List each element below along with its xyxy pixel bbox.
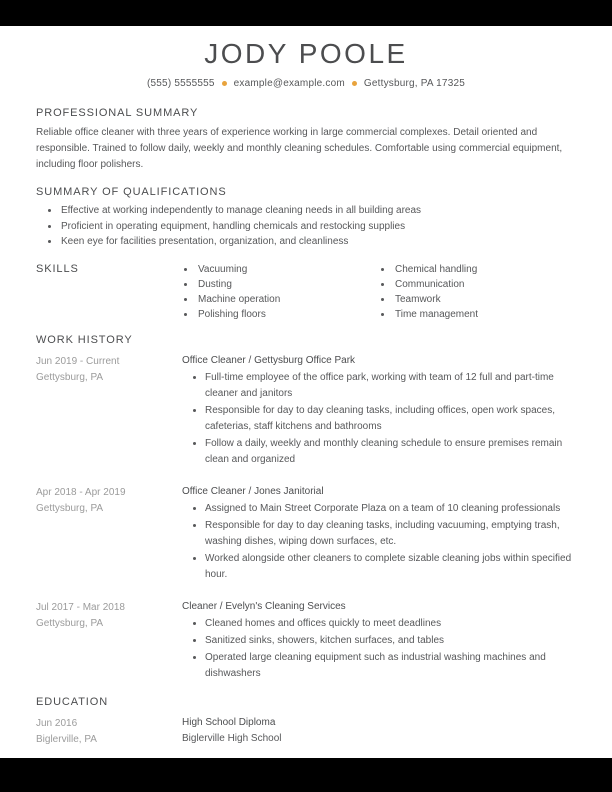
job-bullet: • Cleaned homes and offices quickly to meet deadlines — [205, 615, 576, 632]
section-qualifications — [36, 186, 576, 250]
job-location: Gettysburg, PA — [36, 371, 104, 383]
job-title: Cleaner / Evelyn's Cleaning Services — [182, 600, 346, 612]
section-heading: EDUCATION — [36, 695, 109, 708]
section-heading: PROFESSIONAL SUMMARY — [36, 107, 199, 119]
contact-location: Gettysburg, PA 17325 — [363, 78, 465, 89]
job-dates: Jun 2019 - Current — [36, 355, 120, 367]
skills-column-1 — [182, 262, 379, 322]
skill-item: • Chemical handling — [393, 262, 576, 277]
edu-location: Biglerville, PA — [36, 733, 97, 745]
job-details — [182, 484, 576, 583]
section-work-history — [36, 334, 576, 682]
job-location: Gettysburg, PA — [36, 617, 104, 629]
job-details — [182, 353, 576, 468]
job-bullet: • Sanitized sinks, showers, kitchen surfaces, and tables — [205, 632, 576, 649]
job-dates-location — [36, 599, 182, 682]
job-bullet-list — [182, 615, 576, 682]
contact-phone: (555) 5555555 — [147, 78, 215, 89]
job-entry — [36, 353, 576, 468]
separator-dot-icon — [352, 81, 357, 86]
qualification-item: • Keen eye for facilities presentation, organization, and cleanliness — [60, 234, 576, 250]
job-dates-location — [36, 484, 182, 583]
job-bullet: • Responsible for day to day cleaning tasks, including offices, open work spaces, cafeterias, staff kitchens and bathrooms — [205, 402, 576, 435]
qualification-item: • Proficient in operating equipment, handling chemicals and restocking supplies — [60, 219, 576, 235]
edu-dates-location — [36, 715, 182, 748]
edu-dates: Jun 2016 — [36, 717, 78, 729]
skill-item: • Time management — [393, 307, 576, 322]
top-black-bar — [0, 0, 612, 26]
skill-item: • Polishing floors — [196, 307, 379, 322]
qualification-item: • Effective at working independently to manage cleaning needs in all building areas — [60, 203, 576, 219]
job-entry — [36, 484, 576, 583]
bottom-black-bar — [0, 758, 612, 792]
edu-details — [182, 715, 576, 748]
job-dates: Apr 2018 - Apr 2019 — [36, 486, 126, 498]
contact-email: example@example.com — [233, 78, 345, 89]
separator-dot-icon — [222, 81, 227, 86]
job-bullet: • Operated large cleaning equipment such as industrial washing machines and dishwashers — [205, 649, 576, 682]
job-entry — [36, 599, 576, 682]
skill-item: • Dusting — [196, 277, 379, 292]
job-bullet-list — [182, 369, 576, 468]
job-bullet: • Responsible for day to day cleaning tasks, including vacuuming, emptying trash, washing dishes, wiping down surfaces, etc. — [205, 517, 576, 550]
education-entry — [36, 715, 576, 748]
job-details — [182, 599, 576, 682]
qualifications-list — [36, 203, 576, 250]
section-heading: SKILLS — [36, 262, 79, 275]
edu-school: Biglerville High School — [182, 732, 282, 744]
job-title: Office Cleaner / Gettysburg Office Park — [182, 354, 356, 366]
job-bullet: • Follow a daily, weekly and monthly cleaning schedule to ensure premises remain clean and organized — [205, 435, 576, 468]
resume-content — [36, 26, 576, 748]
job-bullet: • Worked alongside other cleaners to complete sizable cleaning jobs within specified hour. — [205, 550, 576, 583]
job-title: Office Cleaner / Jones Janitorial — [182, 485, 324, 497]
section-professional-summary — [36, 107, 576, 173]
edu-degree: High School Diploma — [182, 716, 276, 728]
section-education — [36, 696, 576, 748]
job-bullet: • Full-time employee of the office park, working with team of 12 full and part-time cleaner and janitors — [205, 369, 576, 402]
section-skills — [36, 262, 576, 322]
skill-item: • Communication — [393, 277, 576, 292]
section-heading: WORK HISTORY — [36, 333, 133, 346]
skill-item: • Machine operation — [196, 292, 379, 307]
skills-column-2 — [379, 262, 576, 322]
job-dates: Jul 2017 - Mar 2018 — [36, 601, 125, 613]
candidate-name: JODY POOLE — [204, 38, 408, 69]
skill-item: • Teamwork — [393, 292, 576, 307]
section-heading: SUMMARY OF QUALIFICATIONS — [36, 186, 227, 198]
job-bullet-list — [182, 500, 576, 583]
job-location: Gettysburg, PA — [36, 502, 104, 514]
contact-line — [36, 78, 576, 89]
summary-text: Reliable office cleaner with three years of experience working in large commercial complexes. Detail oriented and responsible. Trained to follow daily, weekly and monthly cleaning schedules. Comfortable using commercial equipment, including floor polishers. — [36, 127, 563, 170]
job-bullet: • Assigned to Main Street Corporate Plaza on a team of 10 cleaning professionals — [205, 500, 576, 517]
job-dates-location — [36, 353, 182, 468]
skill-item: • Vacuuming — [196, 262, 379, 277]
